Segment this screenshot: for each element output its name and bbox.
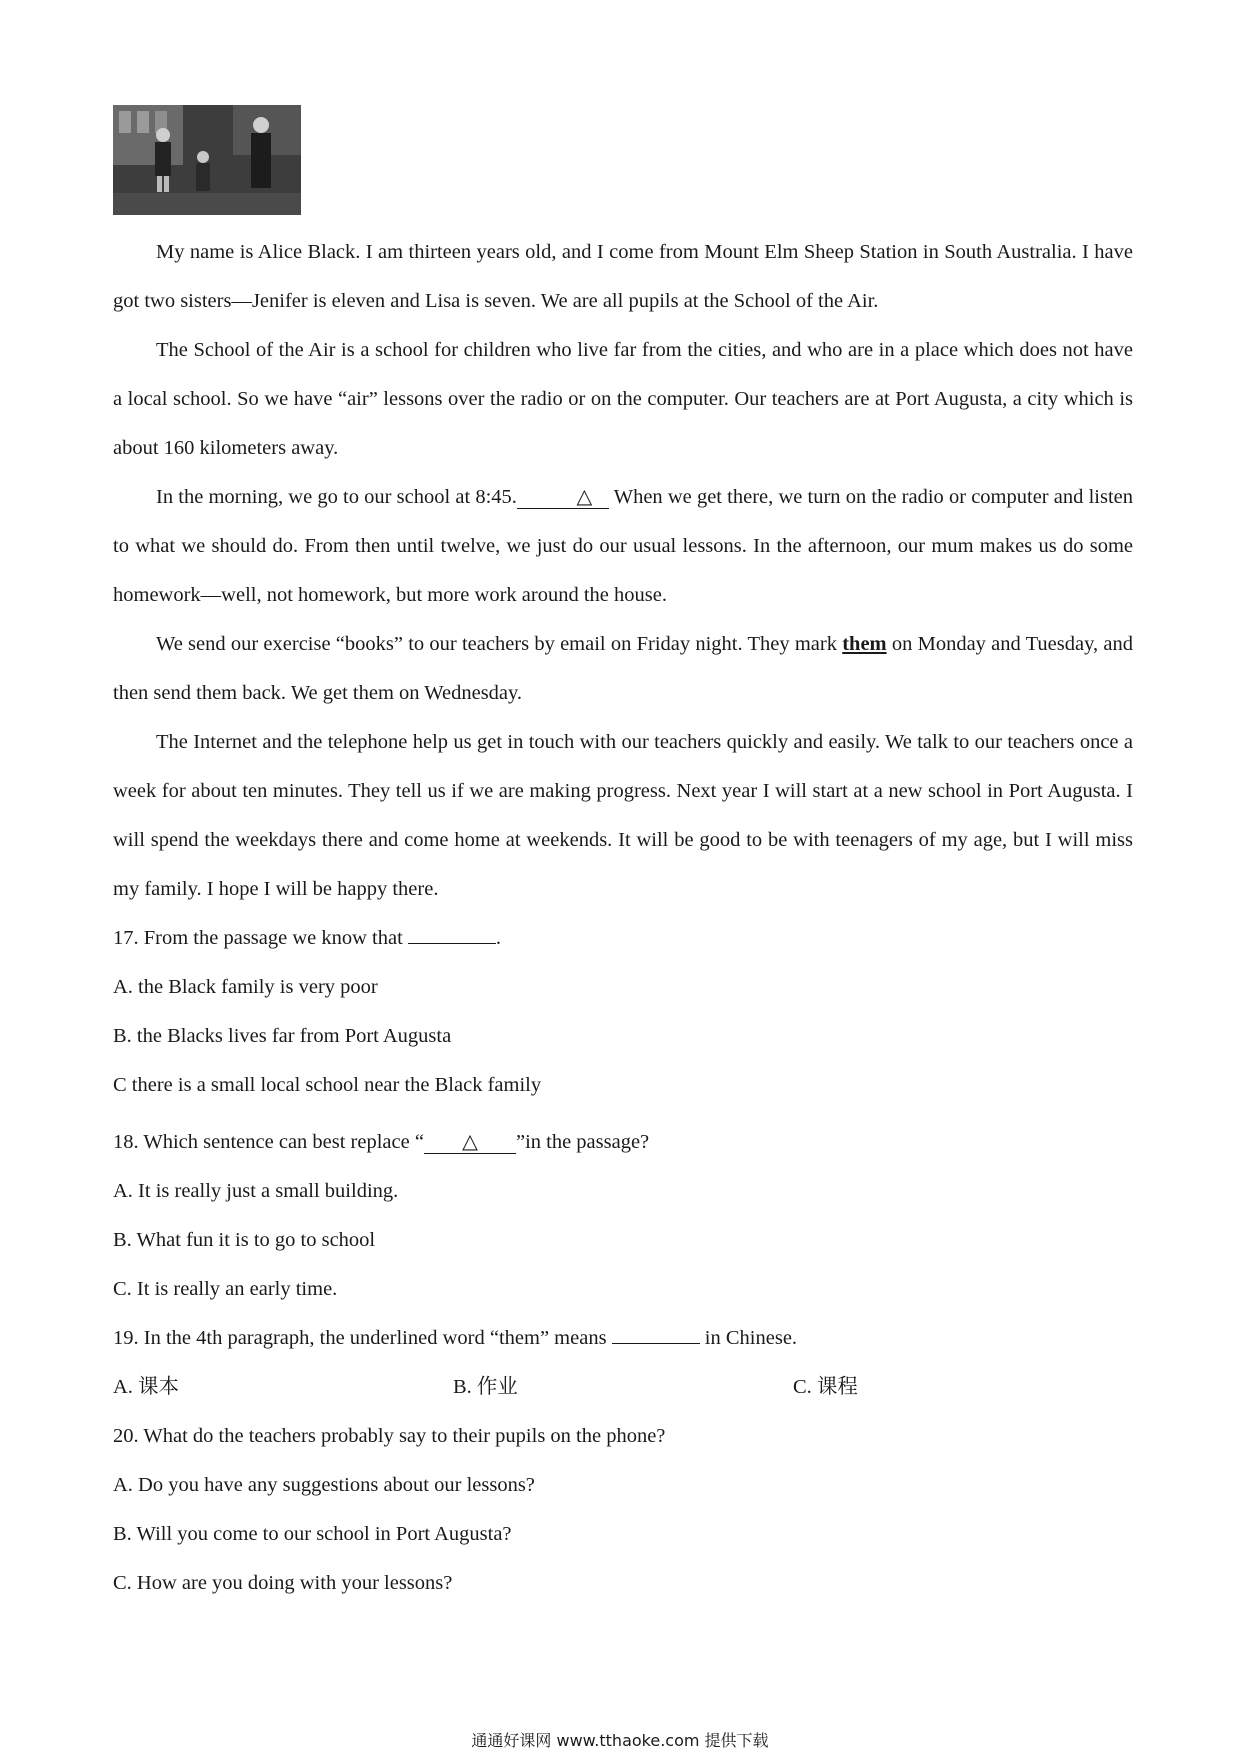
question-stem: 20. What do the teachers probably say to their pupils on the phone? (113, 1425, 666, 1447)
option-a: A. Do you have any suggestions about our lessons? (113, 1474, 535, 1496)
paragraph-4-end: on Monday and Tuesday, and then send them back. We get them on Wednesday. (113, 633, 1133, 704)
school-photo-image (113, 105, 301, 215)
paragraph-5: The Internet and the telephone help us get in touch with our teachers quickly and easily. We talk to our teachers once a week for about ten minutes. They tell us if we are making progress. Next year I will start at a new school in Port Augusta. I will spend the weekdays there and come home at weekends. It will be good to be with teenagers of my age, but I will miss my family. I hope I will be happy there. (113, 731, 1133, 900)
option-a: A. 课本 (113, 1376, 180, 1398)
answer-blank (612, 1343, 700, 1344)
triangle-blank: △ (517, 486, 609, 509)
question-stem: 19. In the 4th paragraph, the underlined word “them” means in Chinese. (113, 1327, 798, 1349)
passage-photo (113, 105, 301, 215)
paragraph-1: My name is Alice Black. I am thirteen years old, and I come from Mount Elm Sheep Station in South Australia. I have got two sisters—Jenifer is eleven and Lisa is seven. We are all pupils at the School of the Air. (113, 241, 1133, 312)
option-c: C. 课程 (793, 1376, 858, 1398)
option-b: B. Will you come to our school in Port Augusta? (113, 1523, 512, 1545)
question-stem: 17. From the passage we know that . (113, 927, 502, 949)
document-content (113, 228, 1133, 1608)
answer-blank (408, 943, 496, 944)
option-a: A. the Black family is very poor (113, 976, 378, 998)
option-c: C. It is really an early time. (113, 1278, 338, 1300)
option-a: A. It is really just a small building. (113, 1180, 399, 1202)
question-stem: 18. Which sentence can best replace “ △ ”in the passage? (113, 1131, 650, 1153)
paragraph-3-end: When we get there, we turn on the radio or computer and listen to what we should do. From then until twelve, we just do our usual lessons. In the afternoon, our mum makes us do some homework—well, not homework, but more work around the house. (113, 486, 1134, 606)
question-18 (113, 1118, 1133, 1314)
option-b: B. What fun it is to go to school (113, 1229, 376, 1251)
paragraph-4-start: We send our exercise “books” to our teachers by email on Friday night. They mark (156, 633, 843, 655)
option-b: B. 作业 (453, 1376, 518, 1398)
question-19 (113, 1314, 1133, 1412)
option-c: C. How are you doing with your lessons? (113, 1572, 453, 1594)
triangle-blank: △ (424, 1131, 516, 1154)
paragraph-3-start: In the morning, we go to our school at 8:45. (156, 486, 517, 508)
footer-credit: 通通好课网 www.tthaoke.com 提供下载 (471, 1731, 769, 1750)
options-row (113, 1363, 1133, 1412)
option-c: C there is a small local school near the Black family (113, 1074, 542, 1096)
underlined-word-them: them (842, 633, 887, 655)
question-17 (113, 914, 1133, 1110)
question-20 (113, 1412, 1133, 1608)
paragraph-4 (113, 620, 1133, 718)
paragraph-3 (113, 473, 1133, 620)
option-b: B. the Blacks lives far from Port Augusta (113, 1025, 452, 1047)
paragraph-2: The School of the Air is a school for children who live far from the cities, and who are in a place which does not have a local school. So we have “air” lessons over the radio or on the computer. Our teachers are at Port Augusta, a city which is about 160 kilometers away. (113, 339, 1133, 459)
